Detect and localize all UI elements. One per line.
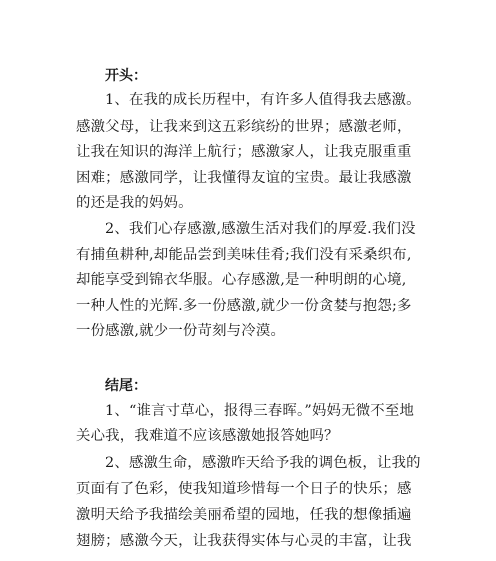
text-line: 一份感激,就少一份苛刻与冷漠。 [76,323,286,339]
text-line: 困难；感激同学，让我懂得友谊的宝贵。最让我感激 [76,170,412,186]
text-line: 关心我，我难道不应该感激她报答她吗？ [76,428,339,444]
ending-heading: 结尾： [105,378,147,394]
text-line: 有捕鱼耕种,却能品尝到美味佳肴;我们没有采桑织布, [76,247,412,263]
text-line: 2、我们心存感激,感激生活对我们的厚爱.我们没 [105,221,416,237]
text-line: 翅膀；感激今天，让我获得实体与心灵的丰富，让我 [76,533,412,549]
text-line: 1、“谁言寸草心，报得三春晖。”妈妈无微不至地 [105,403,415,419]
text-line: 1、在我的成长历程中，有许多人值得我去感激。 [105,92,421,108]
text-line: 的还是我的妈妈。 [76,195,193,211]
opening-heading: 开头： [105,68,147,84]
text-line: 让我在知识的海洋上航行；感激家人，让我克服重重 [76,144,412,160]
text-line: 却能享受到锦衣华服。心存感激,是一种明朗的心境, [76,272,407,288]
text-line: 2、感激生命，感激昨天给予我的调色板，让我的 [105,455,421,471]
text-line: 感激父母，让我来到这五彩缤纷的世界；感激老师， [76,119,412,135]
text-line: 页面有了色彩，使我知道珍惜每一个日子的快乐；感 [76,481,412,497]
text-line: 一种人性的光辉.多一份感激,就少一份贪婪与抱怨;多 [76,298,412,314]
text-line: 激明天给予我描绘美丽希望的园地，任我的想像插遍 [76,507,412,523]
